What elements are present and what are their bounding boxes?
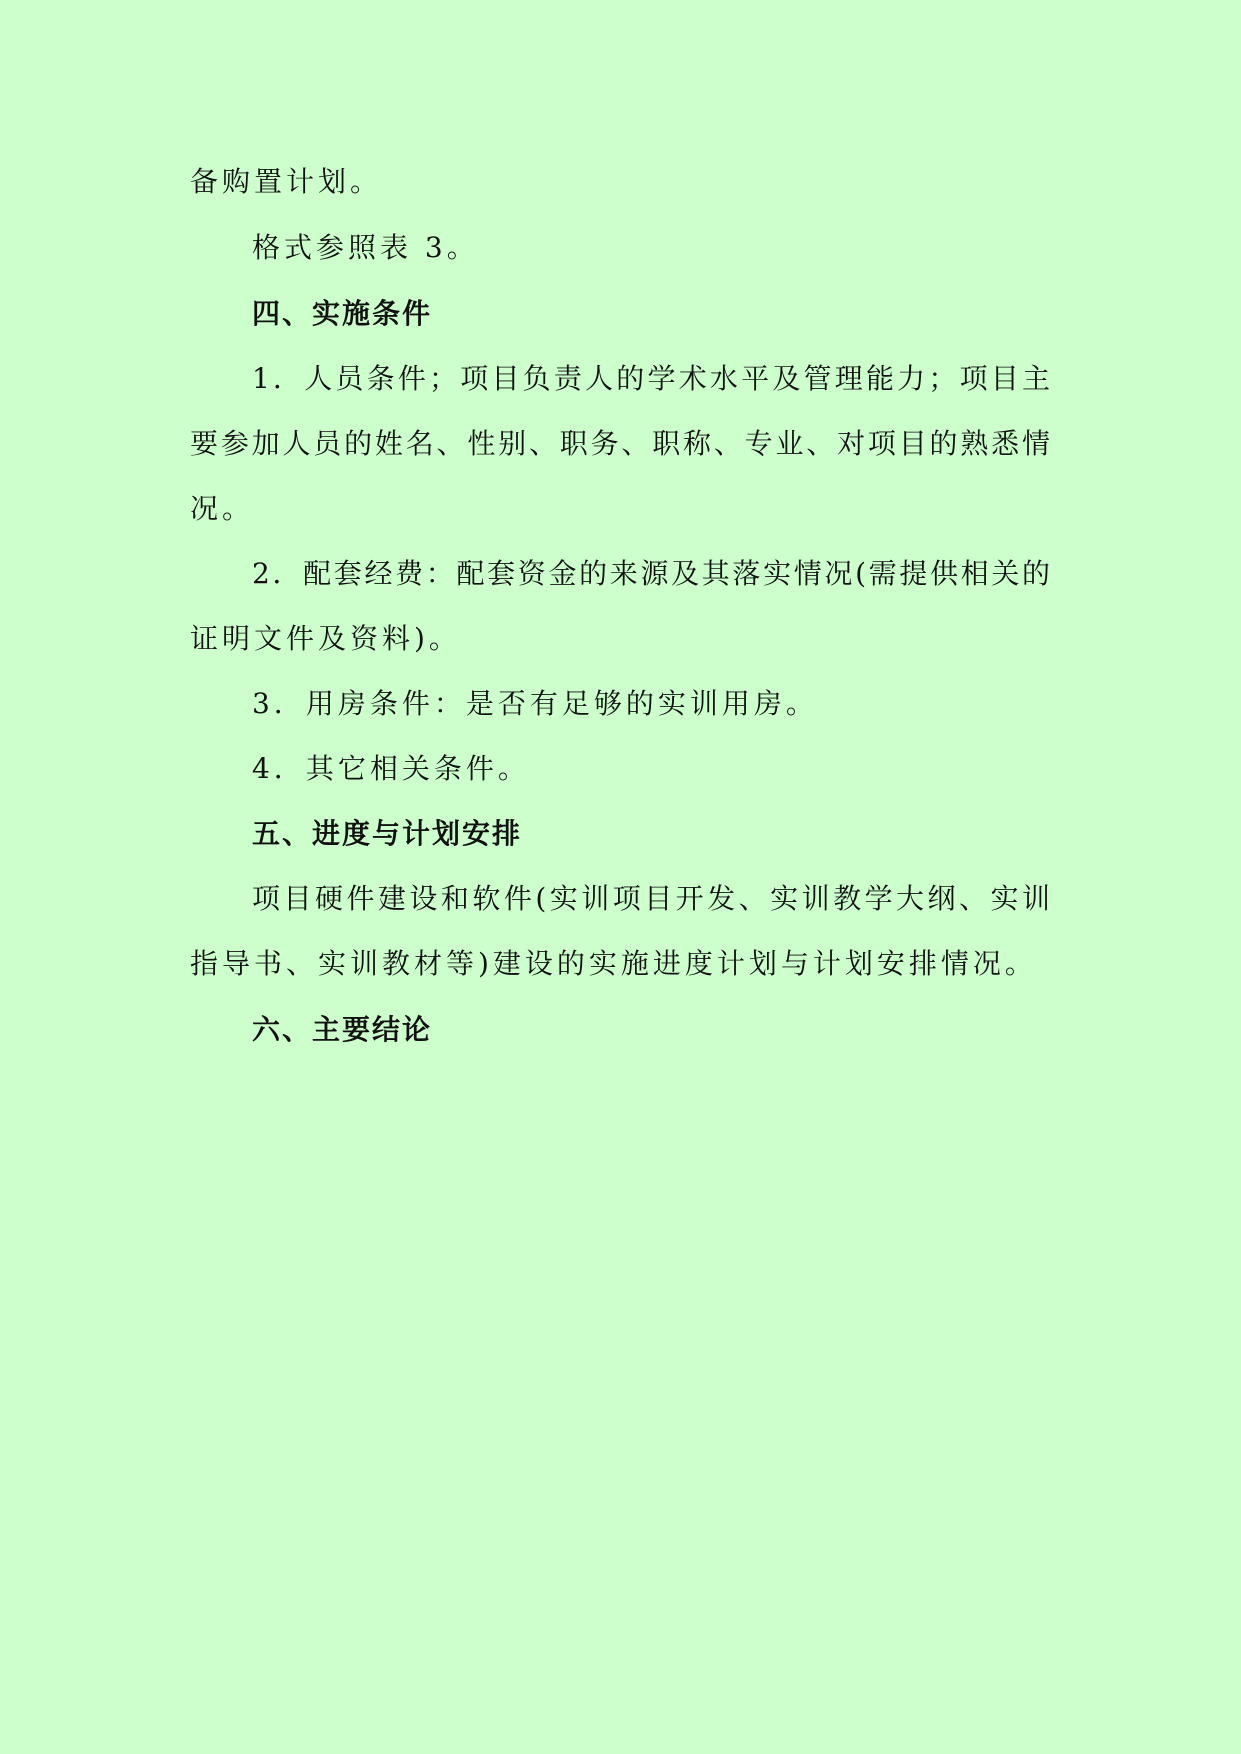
paragraph-line: 要参加人员的姓名、性别、职务、职称、专业、对项目的熟悉情: [190, 427, 1050, 460]
paragraph-line: 项目硬件建设和软件(实训项目开发、实训教学大纲、实训: [252, 882, 1050, 915]
section-heading-5: 五、进度与计划安排: [252, 817, 523, 850]
paragraph-line: 3．用房条件：是否有足够的实训用房。: [252, 687, 818, 720]
paragraph-line: 1．人员条件；项目负责人的学术水平及管理能力；项目主: [252, 362, 1050, 395]
section-heading-6: 六、主要结论: [252, 1013, 433, 1046]
paragraph-line: 证明文件及资料)。: [190, 622, 461, 655]
section-heading-4: 四、实施条件: [252, 297, 433, 330]
paragraph-line: 格式参照表 3。: [252, 231, 479, 264]
paragraph-line: 备购置计划。: [190, 165, 383, 198]
paragraph-line: 2．配套经费：配套资金的来源及其落实情况(需提供相关的: [252, 557, 1050, 590]
paragraph-line: 指导书、实训教材等)建设的实施进度计划与计划安排情况。: [190, 947, 1037, 980]
paragraph-line: 况。: [190, 492, 255, 525]
paragraph-line: 4．其它相关条件。: [252, 752, 530, 785]
